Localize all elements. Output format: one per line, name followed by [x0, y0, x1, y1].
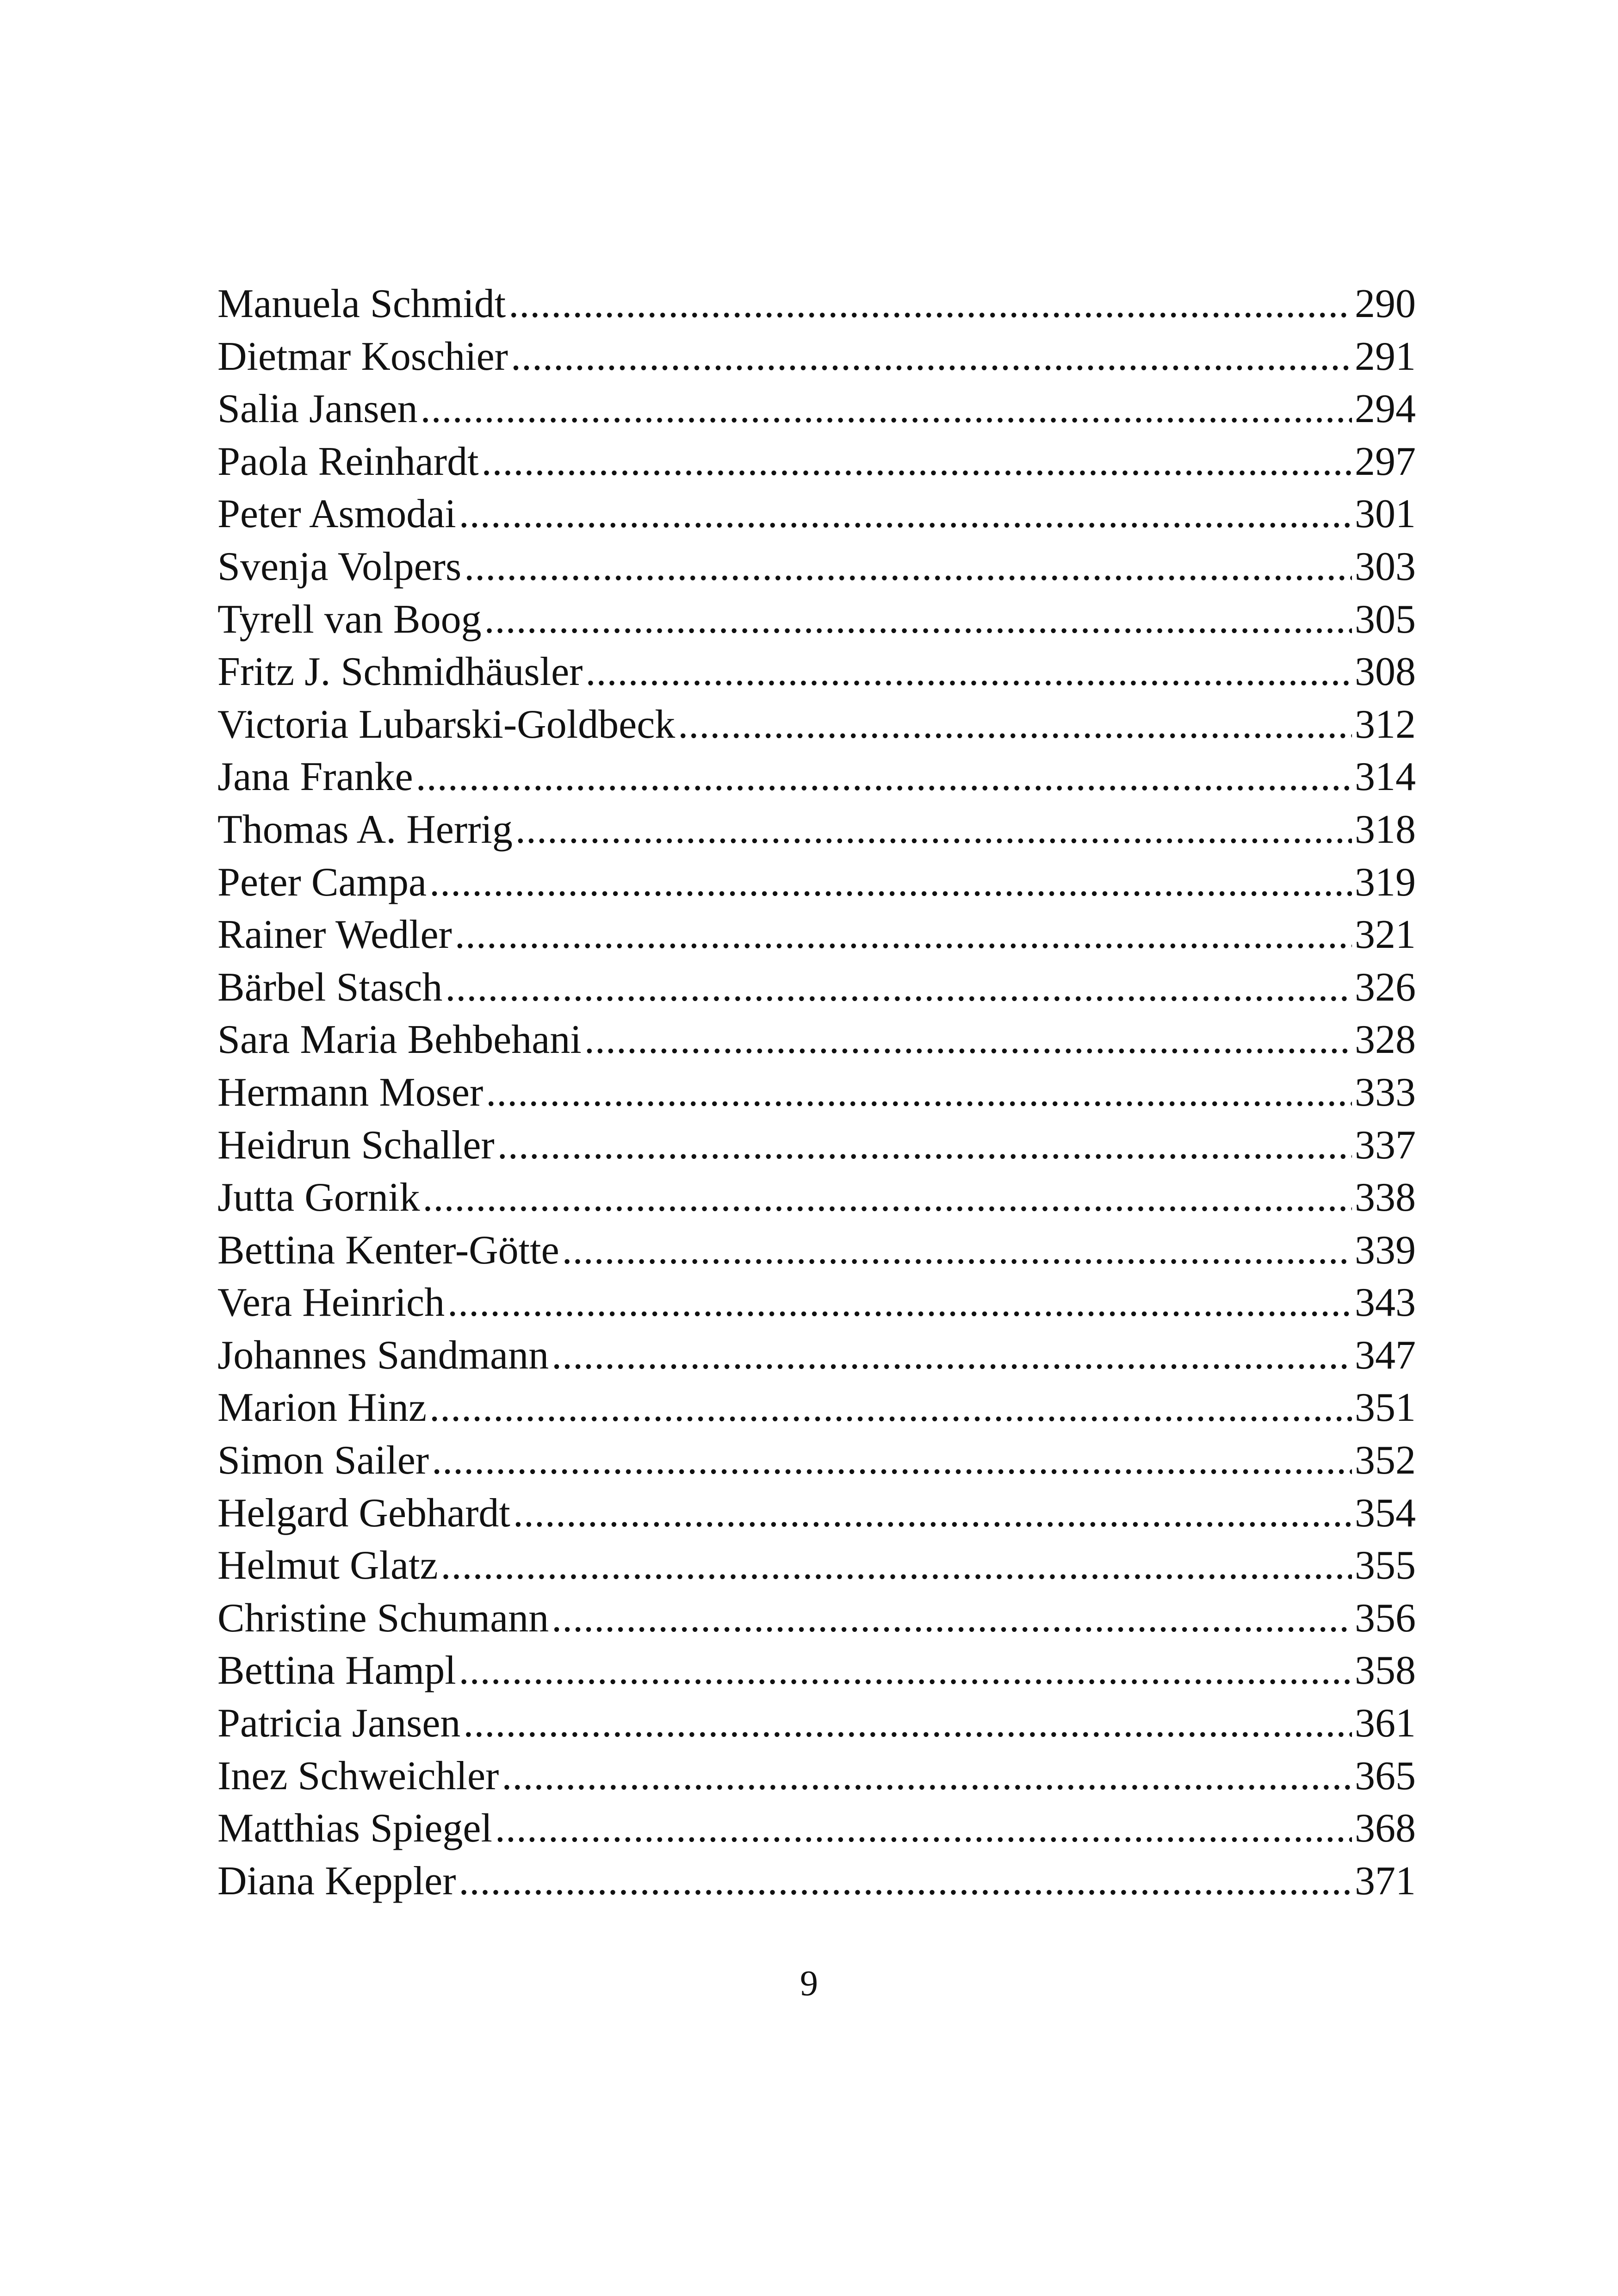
- toc-entry-page: 337: [1355, 1122, 1416, 1168]
- toc-dot-leader: [459, 1644, 1352, 1697]
- toc-entry-name: Simon Sailer: [217, 1438, 429, 1483]
- toc-entry: [217, 541, 1416, 593]
- toc-entry-name: Bettina Kenter-Götte: [217, 1227, 559, 1273]
- toc-entry-name: Christine Schumann: [217, 1595, 549, 1641]
- toc-entry-name: Tyrell van Boog: [217, 597, 482, 642]
- toc-entry-name: Helgard Gebhardt: [217, 1490, 510, 1536]
- toc-entry-name: Peter Campa: [217, 859, 427, 905]
- toc-entry: [217, 593, 1416, 646]
- toc-entry: [217, 1750, 1416, 1803]
- toc-entry: [217, 1119, 1416, 1172]
- toc-entry-page: 347: [1355, 1332, 1416, 1378]
- toc-entry: [217, 1434, 1416, 1487]
- toc-dot-leader: [585, 646, 1352, 698]
- toc-dot-leader: [511, 330, 1352, 383]
- toc-entry: [217, 1802, 1416, 1855]
- toc-entry: [217, 1592, 1416, 1645]
- toc-entry-page: 368: [1355, 1806, 1416, 1851]
- toc-entry: [217, 1066, 1416, 1119]
- toc-entry: [217, 1224, 1416, 1277]
- toc-dot-leader: [497, 1119, 1352, 1172]
- toc-entry-name: Svenja Volpers: [217, 544, 462, 589]
- toc-entry: [217, 698, 1416, 751]
- toc-entry-name: Inez Schweichler: [217, 1753, 499, 1798]
- toc-dot-leader: [513, 1487, 1352, 1540]
- toc-entry-page: 301: [1355, 492, 1416, 537]
- toc-entry: [217, 1171, 1416, 1224]
- toc-entry-name: Jutta Gornik: [217, 1175, 420, 1220]
- toc-dot-leader: [495, 1802, 1352, 1855]
- toc-entry-name: Johannes Sandmann: [217, 1332, 549, 1378]
- toc-entry-name: Fritz J. Schmidhäusler: [217, 649, 583, 695]
- toc-entry-page: 326: [1355, 964, 1416, 1010]
- toc-entry-page: 308: [1355, 649, 1416, 695]
- toc-dot-leader: [423, 1171, 1352, 1224]
- toc-entry-page: 343: [1355, 1280, 1416, 1325]
- toc-entry-name: Diana Keppler: [217, 1858, 456, 1904]
- toc-dot-leader: [421, 383, 1352, 436]
- toc-dot-leader: [486, 1066, 1352, 1119]
- toc-dot-leader: [562, 1224, 1352, 1277]
- toc-entry-page: 319: [1355, 859, 1416, 905]
- toc-entry: [217, 1539, 1416, 1592]
- toc-entry: [217, 856, 1416, 909]
- toc-dot-leader: [459, 488, 1352, 541]
- toc-entry-name: Dietmar Koschier: [217, 334, 508, 379]
- toc-entry-page: 290: [1355, 281, 1416, 326]
- toc-entry-name: Paola Reinhardt: [217, 439, 479, 484]
- toc-dot-leader: [484, 593, 1352, 646]
- toc-entry-page: 358: [1355, 1648, 1416, 1693]
- toc-dot-leader: [515, 803, 1352, 856]
- toc-entry-name: Marion Hinz: [217, 1385, 427, 1431]
- toc-entry: [217, 436, 1416, 488]
- toc-dot-leader: [429, 1381, 1352, 1434]
- toc-entry: [217, 803, 1416, 856]
- toc-dot-leader: [441, 1539, 1352, 1592]
- toc-entry: [217, 1855, 1416, 1908]
- toc-dot-leader: [447, 1276, 1352, 1329]
- table-of-contents: [217, 278, 1416, 1907]
- toc-entry-name: Salia Jansen: [217, 386, 418, 432]
- toc-dot-leader: [416, 751, 1352, 803]
- toc-entry: [217, 1276, 1416, 1329]
- toc-entry-page: 356: [1355, 1595, 1416, 1641]
- toc-entry-page: 338: [1355, 1175, 1416, 1220]
- toc-dot-leader: [584, 1014, 1352, 1066]
- toc-dot-leader: [432, 1434, 1352, 1487]
- toc-entry: [217, 383, 1416, 436]
- toc-entry-page: 371: [1355, 1858, 1416, 1904]
- toc-entry-name: Rainer Wedler: [217, 912, 452, 958]
- toc-entry-page: 297: [1355, 439, 1416, 484]
- toc-dot-leader: [678, 698, 1352, 751]
- toc-entry-page: 328: [1355, 1017, 1416, 1063]
- toc-dot-leader: [459, 1855, 1352, 1908]
- toc-entry-page: 314: [1355, 754, 1416, 800]
- toc-entry-page: 312: [1355, 702, 1416, 747]
- toc-entry: [217, 278, 1416, 330]
- toc-dot-leader: [463, 1697, 1352, 1750]
- toc-dot-leader: [502, 1750, 1352, 1803]
- toc-entry-name: Victoria Lubarski-Goldbeck: [217, 702, 676, 747]
- toc-dot-leader: [482, 436, 1352, 488]
- toc-dot-leader: [429, 856, 1352, 909]
- toc-entry-page: 305: [1355, 597, 1416, 642]
- toc-entry-name: Hermann Moser: [217, 1070, 484, 1115]
- toc-entry: [217, 1014, 1416, 1066]
- page-number: 9: [800, 1963, 818, 2003]
- toc-dot-leader: [508, 278, 1352, 330]
- toc-dot-leader: [552, 1592, 1352, 1645]
- toc-entry-name: Manuela Schmidt: [217, 281, 506, 326]
- toc-entry-page: 365: [1355, 1753, 1416, 1798]
- toc-entry-page: 318: [1355, 807, 1416, 852]
- toc-entry-page: 354: [1355, 1490, 1416, 1536]
- toc-entry-name: Sara Maria Behbehani: [217, 1017, 582, 1063]
- toc-entry: [217, 908, 1416, 961]
- toc-entry-name: Matthias Spiegel: [217, 1806, 492, 1851]
- toc-entry-page: 303: [1355, 544, 1416, 589]
- toc-entry: [217, 646, 1416, 698]
- toc-entry-page: 294: [1355, 386, 1416, 432]
- toc-dot-leader: [455, 908, 1352, 961]
- toc-dot-leader: [464, 541, 1352, 593]
- toc-entry-name: Vera Heinrich: [217, 1280, 445, 1325]
- toc-entry: [217, 330, 1416, 383]
- toc-entry-name: Jana Franke: [217, 754, 413, 800]
- toc-entry: [217, 961, 1416, 1014]
- toc-entry-name: Patricia Jansen: [217, 1701, 461, 1746]
- toc-entry-name: Bettina Hampl: [217, 1648, 456, 1693]
- toc-entry-name: Thomas A. Herrig: [217, 807, 513, 852]
- toc-entry: [217, 1697, 1416, 1750]
- toc-entry-name: Heidrun Schaller: [217, 1122, 495, 1168]
- toc-entry-page: 333: [1355, 1070, 1416, 1115]
- toc-entry-name: Bärbel Stasch: [217, 964, 443, 1010]
- toc-entry-page: 352: [1355, 1438, 1416, 1483]
- toc-dot-leader: [552, 1329, 1352, 1382]
- toc-entry: [217, 488, 1416, 541]
- toc-entry-page: 355: [1355, 1543, 1416, 1588]
- toc-entry: [217, 1487, 1416, 1540]
- toc-entry-name: Helmut Glatz: [217, 1543, 438, 1588]
- toc-entry: [217, 751, 1416, 803]
- toc-entry: [217, 1644, 1416, 1697]
- toc-entry-page: 339: [1355, 1227, 1416, 1273]
- toc-entry-page: 321: [1355, 912, 1416, 958]
- toc-entry: [217, 1329, 1416, 1382]
- toc-entry: [217, 1381, 1416, 1434]
- toc-entry-page: 351: [1355, 1385, 1416, 1431]
- toc-dot-leader: [445, 961, 1352, 1014]
- toc-entry-page: 291: [1355, 334, 1416, 379]
- toc-entry-name: Peter Asmodai: [217, 492, 456, 537]
- toc-entry-page: 361: [1355, 1701, 1416, 1746]
